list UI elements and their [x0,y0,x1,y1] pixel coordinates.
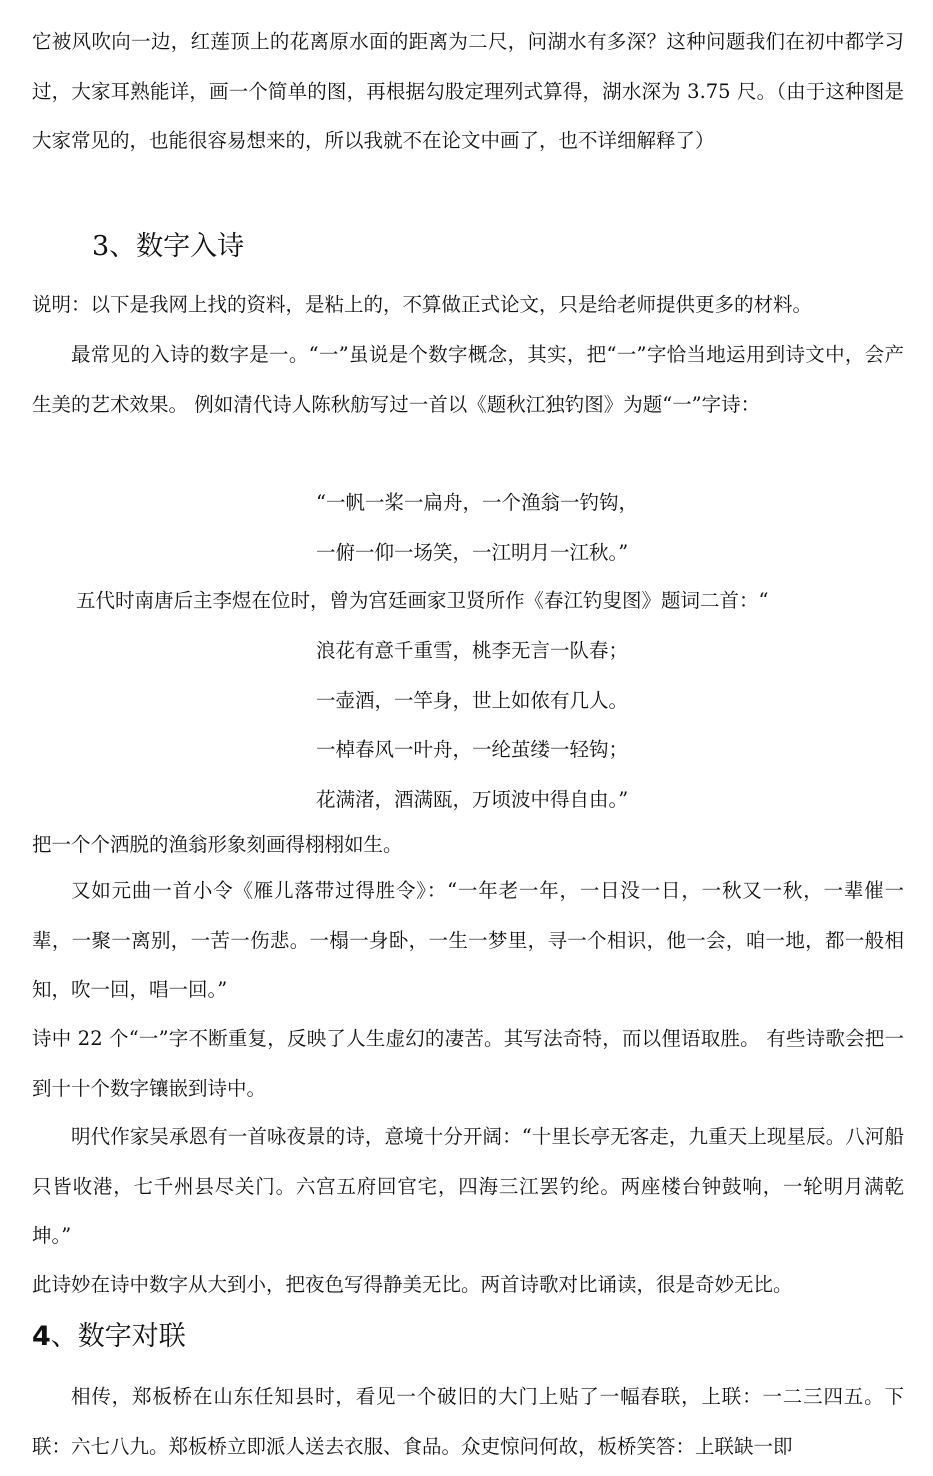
poem-qiujiang [316,478,638,577]
poem-line: “一帆一桨一扁舟，一个渔翁一钓钩， [316,491,638,514]
paragraph-night-scene: 此诗妙在诗中数字从大到小，把夜色写得静美无比。两首诗歌对比诵读，很是奇妙无比。 [32,1273,793,1296]
poem-line: 浪花有意千重雪，桃李无言一队春； [316,639,629,662]
paragraph-wu-chengen: 明代作家吴承恩有一首咏夜景的诗，意境十分开阔：“十里长亭无客走，九重天上现星辰。八河船只皆收港，七千州县尽关门。六宫五府回官宅，四海三江罢钓纶。两座楼台钟鼓响，一轮明月满乾坤。” [32,1125,904,1247]
paragraph-note: 说明：以下是我网上找的资料，是粘上的，不算做正式论文，只是给老师提供更多的材料。 [32,293,813,316]
paragraph-lake-depth: 它被风吹向一边，红莲顶上的花离原水面的距离为二尺，问湖水有多深？这种问题我们在初中都学习过，大家耳熟能详，画一个简单的图，再根据勾股定理列式算得，湖水深为 3.75 尺。（由于这种图是大家常见的，也能很容易想来的，所以我就不在论文中画了，也不详细解释了） [32,30,904,152]
heading-number: 4 [32,1321,51,1352]
paragraph-yuan-qu: 又如元曲一首小令《雁儿落带过得胜令》：“一年老一年，一日没一日，一秋又一秋，一辈催一辈，一聚一离别，一苦一伤悲。一榻一身卧，一生一梦里，寻一个相识，他一会，咱一地，都一般相知，吹一回，唱一回。” [32,879,904,1001]
paragraph-22-ones: 诗中 22 个“一”字不断重复，反映了人生虚幻的凄苦。其写法奇特，而以俚语取胜。 有些诗歌会把一到十十个数字镶嵌到诗中。 [32,1027,904,1100]
poem-line: 一俯一仰一场笑，一江明月一江秋。” [316,540,629,564]
paragraph-fisherman: 把一个个洒脱的渔翁形象刻画得栩栩如生。 [32,833,403,856]
paragraph-li-yu: 五代时南唐后主李煜在位时，曾为宫廷画家卫贤所作《春江钓叟图》题词二首：“ [76,589,769,612]
poem-line: 一棹春风一叶舟，一纶茧缕一轻钩； [316,738,629,761]
poem-line: 花满渚，酒满瓯，万顷波中得自由。” [316,787,629,811]
poem-line: 一壶酒，一竿身，世上如侬有几人。 [316,688,629,712]
paragraph-one-in-poems: 最常见的入诗的数字是一。“一”虽说是个数字概念，其实，把“一”字恰当地运用到诗文中，会产生美的艺术效果。 例如清代诗人陈秋舫写过一首以《题秋江独钓图》为题“一”字诗： [32,343,904,416]
section-heading-4 [32,1312,186,1362]
paragraph-zheng-banqiao: 相传，郑板桥在山东任知县时，看见一个破旧的大门上贴了一幅春联，上联：一二三四五。下联：六七八九。郑板桥立即派人送去衣服、食品。众吏惊问何故，板桥笑答：上联缺一即 [32,1385,904,1458]
heading-text: 、数字对联 [50,1321,186,1352]
section-heading-3: 3、数字入诗 [92,231,245,262]
poem-chunjiang [316,626,628,824]
